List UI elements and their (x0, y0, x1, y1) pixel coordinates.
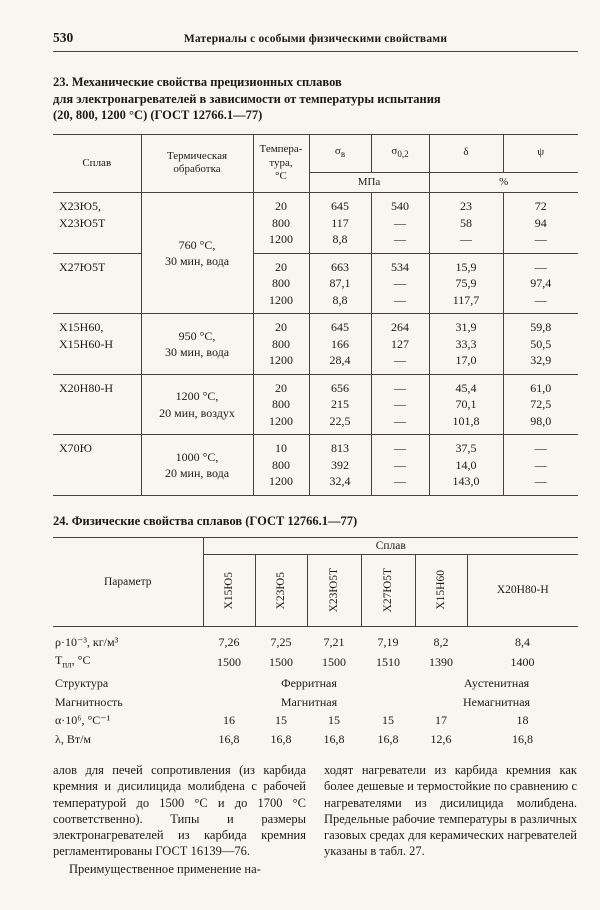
value: 17 (435, 713, 447, 728)
sigma-02-cell (371, 253, 429, 314)
treatment-line: 20 мин, воздух (159, 405, 235, 420)
value: — (534, 441, 547, 456)
value: 15 (382, 713, 394, 728)
value: 20 (275, 380, 287, 395)
header-sigma-02: $\sigma_{0,2}$ (371, 134, 429, 172)
temperature-cell (253, 374, 309, 435)
value: 45,4 (455, 380, 477, 395)
value: 663 (331, 259, 349, 274)
treatment-line: 950 °С, (178, 328, 216, 343)
alloy-name: Х20Н80-Н (59, 380, 113, 395)
value: 16,8 (512, 731, 533, 746)
treatment-cell (141, 314, 253, 375)
value: 16 (223, 713, 235, 728)
value: — (394, 215, 406, 230)
temperature-cell (253, 314, 309, 375)
delta-cell (429, 193, 503, 254)
value: 1200 (269, 292, 293, 307)
structure-right-value: Аустенитная (463, 676, 530, 691)
value: 20 (275, 320, 287, 335)
value: — (394, 413, 406, 428)
header-temperature-line: тура, (269, 156, 293, 169)
page-number: 530 (53, 30, 74, 45)
value: 15 (275, 713, 287, 728)
table-row-magnetism (53, 693, 578, 712)
body-text-left-column (53, 762, 306, 877)
table-row-group-4 (53, 374, 578, 435)
value: 70,1 (455, 397, 477, 412)
treatment-line: 1000 °С, (175, 449, 219, 464)
temperature-cell (253, 435, 309, 496)
psi-cell (503, 314, 578, 375)
table-row-group-3 (53, 314, 578, 375)
value: 800 (272, 276, 290, 291)
value: 101,8 (452, 413, 480, 428)
delta-cell (429, 435, 503, 496)
header-alloy-x27yu5t: Х27Ю5Т (361, 554, 415, 626)
treatment-cell (141, 374, 253, 435)
value: 534 (391, 259, 409, 274)
temperature-cell (253, 253, 309, 314)
value: 8,8 (332, 292, 348, 307)
table-row-group-5 (53, 435, 578, 496)
value: 94 (534, 215, 547, 230)
value: — (394, 292, 406, 307)
value: 31,9 (455, 320, 477, 335)
value: 800 (272, 397, 290, 412)
value: — (394, 276, 406, 291)
value: 1200 (269, 232, 293, 247)
sigma-02-cell (371, 435, 429, 496)
value: 166 (331, 336, 349, 351)
value: 1200 (269, 353, 293, 368)
treatment-cell (141, 435, 253, 496)
value: 8,8 (332, 232, 348, 247)
table24-header-row-top (53, 537, 578, 554)
value: 75,9 (455, 276, 477, 291)
value: 1500 (322, 655, 346, 670)
header-delta: δ (429, 134, 503, 172)
value: 143,0 (452, 474, 480, 489)
table-23-title-line: 23. Механические свойства прецизионных сплавов (53, 75, 342, 89)
header-treatment-line: Термическая (166, 149, 228, 162)
value: 656 (331, 380, 349, 395)
header-temperature-line: Темпера- (259, 142, 303, 155)
value: 16,8 (218, 731, 240, 746)
value: 1400 (510, 655, 535, 670)
value: 7,25 (270, 634, 292, 649)
table23-header-row (53, 134, 578, 172)
value: 800 (272, 457, 290, 472)
header-alloy-x23yu5t: Х23Ю5Т (307, 554, 361, 626)
value: 264 (391, 320, 409, 335)
value: 97,4 (530, 276, 552, 291)
running-head (53, 30, 578, 52)
table-23-title (53, 74, 578, 124)
value: — (394, 232, 406, 247)
sigma-02-cell (371, 374, 429, 435)
value: 14,0 (455, 457, 477, 472)
header-unit-percent: % (429, 172, 578, 193)
psi-cell (503, 435, 578, 496)
table-24-physical-properties (53, 537, 578, 748)
value: 645 (331, 199, 349, 214)
value: 59,8 (530, 320, 552, 335)
value: 16,8 (377, 731, 399, 746)
value: 32,4 (329, 474, 351, 489)
value: 1390 (429, 655, 453, 670)
alloy-name: Х23Ю5, (59, 199, 101, 214)
value: 8,2 (433, 634, 449, 649)
value: 10 (275, 441, 287, 456)
sigma-b-cell (309, 435, 371, 496)
header-temperature-line: °С (275, 170, 287, 183)
treatment-line: 20 мин, вода (164, 466, 230, 480)
header-unit-mpa: МПа (309, 172, 429, 193)
value: 800 (272, 215, 290, 230)
alloy-name: Х23Ю5Т (59, 215, 106, 230)
magnetism-right-value: Немагнитная (462, 694, 531, 709)
sigma-b-cell (309, 374, 371, 435)
table-row-density (53, 626, 578, 651)
value: 98,0 (530, 413, 552, 428)
paragraph: ходят нагреватели из карбида кремния как более дешевые и термостойкие по сравнению с нагревателями из дисилицида молибдена. Предельные рабочие температуры в различных газовых средах для керамических нагревателей указаны в табл. 27. (324, 763, 577, 859)
value: 23 (460, 199, 472, 214)
header-psi: ψ (503, 134, 578, 172)
table-row-group-2 (53, 253, 578, 314)
value: 15 (328, 713, 340, 728)
treatment-line: 1200 °С, (175, 389, 219, 403)
table-23-title-line: (20, 800, 1200 °С) (ГОСТ 12766.1—77) (53, 108, 263, 122)
running-title: Материалы с особыми физическими свойствами (183, 33, 448, 45)
treatment-line: 30 мин, вода (164, 254, 230, 269)
header-treatment (141, 134, 253, 193)
param-label-density: ρ·10⁻³, кг/м³ (55, 634, 119, 649)
header-alloy: Сплав (53, 134, 141, 193)
header-alloy-x23yu5: Х23Ю5 (255, 554, 307, 626)
alloy-cell (53, 193, 141, 254)
value: 16,8 (323, 731, 345, 746)
value: — (534, 474, 547, 489)
value: 800 (272, 336, 290, 351)
value: — (460, 232, 472, 247)
treatment-line: 30 мин, вода (164, 345, 230, 359)
value: 58 (460, 215, 472, 230)
value: 32,9 (530, 353, 552, 368)
table-23-title-line: для электронагревателей в зависимости от температуры испытания (53, 91, 441, 106)
param-label-melting-point: $Т_{пл}$, °С (55, 653, 91, 670)
value: — (534, 292, 547, 307)
value: 18 (516, 713, 529, 728)
param-label-magnetism: Магнитность (55, 694, 123, 709)
value: 20 (275, 199, 287, 214)
value: 16,8 (270, 731, 292, 746)
value: 7,21 (323, 634, 345, 649)
header-sigma-b: $\sigma_в$ (309, 134, 371, 172)
value: 7,19 (377, 634, 399, 649)
value: — (534, 232, 547, 247)
table-23-mechanical-properties (53, 134, 578, 496)
alloy-cell (53, 374, 141, 435)
value: — (394, 353, 406, 368)
treatment-line: 760 °С, (178, 237, 216, 252)
table-row-structure (53, 674, 578, 693)
value: 645 (331, 320, 349, 335)
delta-cell (429, 314, 503, 375)
magnetism-left-value: Магнитная (280, 694, 338, 709)
param-label-structure: Структура (55, 676, 109, 691)
value: — (394, 397, 406, 412)
table-row-melting-point (53, 651, 578, 674)
value: 20 (275, 259, 287, 274)
body-text (53, 762, 578, 877)
psi-cell (503, 374, 578, 435)
sigma-b-cell (309, 314, 371, 375)
value: 1500 (217, 655, 241, 670)
sigma-02-cell (371, 193, 429, 254)
value: 1500 (269, 655, 293, 670)
delta-cell (429, 374, 503, 435)
header-alloy-x20n80n: Х20Н80-Н (467, 554, 578, 626)
table-24-title: 24. Физические свойства сплавов (ГОСТ 12766.1—77) (53, 513, 358, 528)
paragraph: алов для печей сопротивления (из карбида кремния и дисилицида молибдена с рабочей температурой до 1500 °С и до 1700 °С соответственно). Типы и размеры электронагревателей из карбида кремния регламентированы ГОСТ 16139—76. (53, 763, 306, 859)
delta-cell (429, 253, 503, 314)
value: — (534, 457, 547, 472)
body-text-right-column (324, 762, 577, 877)
alloy-name: Х70Ю (59, 441, 92, 456)
sigma-b-cell (309, 193, 371, 254)
paragraph: Преимущественное применение на- (69, 861, 261, 876)
value: 33,3 (455, 336, 477, 351)
value: 117,7 (452, 292, 480, 307)
alloy-name: Х15Н60-Н (59, 336, 113, 351)
table-row-thermal-expansion (53, 711, 578, 730)
value: — (394, 441, 406, 456)
table-row-group-1 (53, 193, 578, 254)
table-row-thermal-conductivity (53, 730, 578, 749)
alloy-cell (53, 435, 141, 496)
treatment-cell (141, 193, 253, 314)
header-alloy-x15n60: Х15Н60 (415, 554, 467, 626)
alloy-name: Х27Ю5Т (59, 259, 106, 274)
alloy-name: Х15Н60, (59, 320, 104, 335)
value: — (394, 380, 406, 395)
temperature-cell (253, 193, 309, 254)
value: 61,0 (530, 380, 552, 395)
value: 540 (391, 199, 409, 214)
header-temperature (253, 134, 309, 193)
param-label-thermal-expansion: α·10⁶, °С⁻¹ (55, 713, 111, 728)
psi-cell (503, 193, 578, 254)
param-label-thermal-conductivity: λ, Вт/м (55, 731, 91, 746)
value: 8,4 (515, 634, 530, 649)
alloy-cell (53, 253, 141, 314)
value: 392 (331, 457, 349, 472)
value: 87,1 (329, 276, 351, 291)
structure-left-value: Ферритная (281, 676, 337, 691)
value: 37,5 (455, 441, 477, 456)
value: 117 (331, 215, 349, 230)
alloy-cell (53, 314, 141, 375)
value: 1510 (376, 655, 400, 670)
header-treatment-line: обработка (173, 163, 221, 176)
value: 17,0 (455, 353, 477, 368)
value: 1200 (269, 474, 293, 489)
sigma-b-cell (309, 253, 371, 314)
value: 12,6 (430, 731, 452, 746)
header-parameter: Параметр (53, 537, 203, 626)
value: 1200 (269, 413, 293, 428)
sigma-02-cell (371, 314, 429, 375)
value: 28,4 (329, 353, 351, 368)
value: 127 (391, 336, 409, 351)
value: — (534, 259, 547, 274)
value: 7,26 (218, 634, 240, 649)
value: 72,5 (530, 397, 552, 412)
value: — (394, 457, 406, 472)
value: 22,5 (329, 413, 351, 428)
value: — (394, 474, 406, 489)
value: 15,9 (455, 259, 477, 274)
value: 50,5 (530, 336, 552, 351)
value: 813 (331, 441, 349, 456)
header-alloy-group: Сплав (203, 537, 578, 554)
value: 72 (534, 199, 547, 214)
value: 215 (331, 397, 349, 412)
psi-cell (503, 253, 578, 314)
header-alloy-x15yu5: Х15Ю5 (203, 554, 255, 626)
